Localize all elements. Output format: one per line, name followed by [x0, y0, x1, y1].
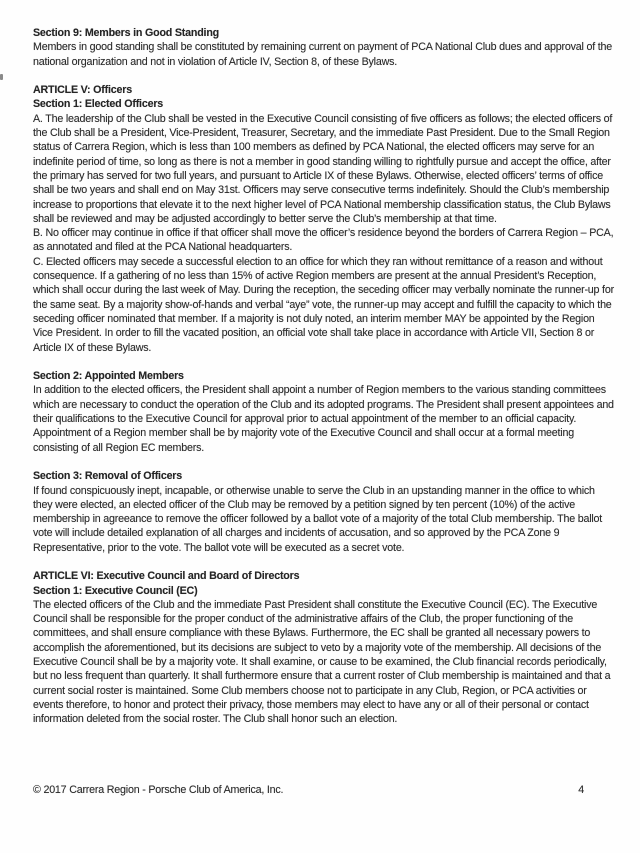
section-heading: Section 3: Removal of Officers: [33, 470, 183, 483]
body-paragraph: The elected officers of the Club and the immediate Past President shall constitute the Executive Council (EC). The Executive Council shall be responsible for the proper conduct of the administrative affairs of the Club, the proper functioning of the committees, and shall ensure compliance with these Bylaws. Furthermore, the EC shall be granted all necessary powers to accomplish the aforementioned, but its decisions are subject to veto by a majority vote of the membership. All decisions of the Executive Council shall be by a majority vote. It shall examine, or cause to be examined, the Club financial records periodically, but no less frequent than quarterly. It shall furthermore ensure that a current roster of Club membership is maintained and that a current social roster is maintained. Some Club members choose not to participate in any Club, Region, or PCA activities or events therefore, to honor and protect their privacy, those members may elect to have any or all of their personal or contact information deleted from the social roster. The Club shall honor such an election.: [33, 598, 611, 726]
body-paragraph: Members in good standing shall be constituted by remaining current on payment of PCA National Club dues and approval of the national organization and not in violation of Article IV, Section 8, of these Bylaws.: [33, 41, 613, 68]
body-paragraph-c: C. Elected officers may secede a successful election to an office for which they ran without remittance of a reason and without consequence. If a gathering of no less than 15% of active Region members are present at the annual President’s Reception, which shall occur during the last week of May. During the reception, the seceding officer may verbally nominate the runner-up for the same seat. By a majority show-of-hands and verbal “aye” vote, the runner-up may accept and fulfill the capacity to which the seceding officer nominated that member. If a majority is not duly noted, an interim member MAY be appointed by the Region Vice President. In order to fill the vacated position, an official vote shall take place in accordance with Article VII, Section 8 or Article IX of these Bylaws.: [33, 255, 614, 354]
body-paragraph: If found conspicuously inept, incapable, or otherwise unable to serve the Club in an upstanding manner in the office to which they were elected, an elected officer of the Club may be removed by a petition signed by ten percent (10%) of the active membership in agreeance to remove the officer followed by a ballot vote of a majority of the total Club membership. The ballot vote will include detailed explanation of all charges and incidents of accusation, and so approved by the PCA Zone 9 Representative, prior to the vote. The ballot vote will be executed as a secret vote.: [33, 484, 603, 554]
section-heading: Section 2: Appointed Members: [33, 370, 184, 383]
section-heading: Section 1: Elected Officers: [33, 98, 164, 111]
scan-artifact: [0, 74, 3, 80]
section-heading: Section 9: Members in Good Standing: [33, 27, 219, 39]
section-2-block: [33, 369, 615, 455]
section-3-block: [33, 469, 615, 555]
article-heading: ARTICLE V: Officers: [33, 84, 132, 97]
article-5-block: [33, 83, 615, 355]
page-number: 4: [578, 784, 584, 796]
article-heading: ARTICLE VI: Executive Council and Board of Directors: [33, 570, 300, 583]
page-footer: [33, 783, 584, 797]
body-paragraph: In addition to the elected officers, the President shall appoint a number of Region members to the various standing committees which are necessary to conduct the operation of the Club and its adopted programs. The President shall present appointees and their qualifications to the Executive Council for approval prior to actual appointment of the member to an official capacity. Appointment of a Region member shall be by majority vote of the Executive Council and shall occur at a formal meeting consisting of all Region EC members.: [33, 384, 614, 454]
article-6-block: [33, 569, 615, 726]
footer-copyright: © 2017 Carrera Region - Porsche Club of America, Inc.: [33, 784, 284, 796]
body-paragraph-a: A. The leadership of the Club shall be vested in the Executive Council consisting of five officers as follows; the elected officers of the Club shall be a President, Vice-President, Treasurer, Secretary, and the immediate Past President. Due to the Small Region status of Carrera Region, which is less than 100 members as defined by PCA National, the elected officers may serve for an indefinite period of time, so long as there is not a member in good standing willing to rightfully pursue and accept the office, after the primary has served for two full years, and pursuant to Article IX of these Bylaws. Otherwise, elected officers’ terms of office shall be two years and shall end on May 31st. Officers may serve consecutive terms indefinitely. Should the Club’s membership increase to proportions that elevate it to the next higher level of PCA National membership classification status, the Club Bylaws shall be reviewed and may be adjusted accordingly to better serve the Club’s membership at that time.: [33, 112, 613, 225]
body-paragraph-b: B. No officer may continue in office if that officer shall move the officer’s residence beyond the borders of Carrera Region – PCA, as annotated and filed at the PCA National headquarters.: [33, 227, 614, 254]
section-heading: Section 1: Executive Council (EC): [33, 584, 198, 597]
section-9-block: [33, 26, 615, 69]
